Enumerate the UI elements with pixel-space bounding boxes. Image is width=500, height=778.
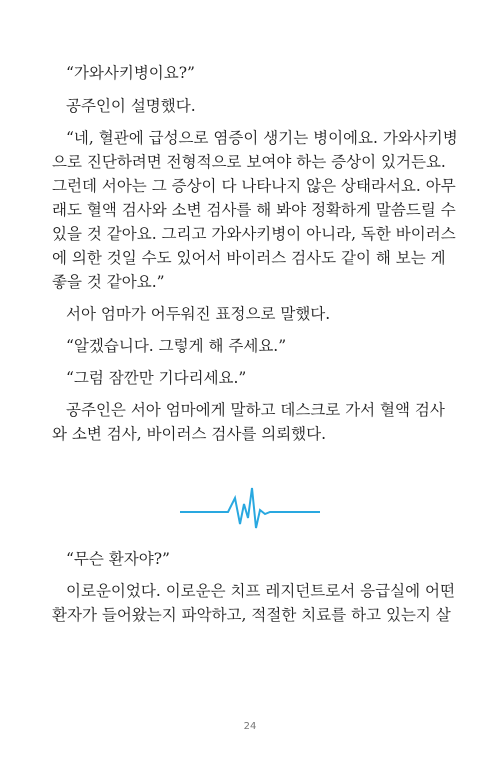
paragraph-line: 와 소변 검사, 바이러스 검사를 의뢰했다.	[52, 425, 327, 443]
paragraph-line: 공주인은 서아 엄마에게 말하고 데스크로 가서 혈액 검사	[66, 401, 445, 419]
dialogue-line: “그럼 잠깐만 기다리세요.”	[66, 369, 247, 387]
paragraph-line: 래도 혈액 검사와 소변 검사를 해 봐야 정확하게 말씀드릴 수	[52, 201, 456, 219]
dialogue-line: “무슨 환자야?”	[66, 550, 170, 568]
paragraph-line: 그런데 서아는 그 증상이 다 나타나지 않은 상태라서요. 아무	[52, 177, 456, 195]
paragraph-line: “네, 혈관에 급성으로 염증이 생기는 병이에요. 가와사키병	[66, 129, 458, 147]
paragraph-line: 으로 진단하려면 전형적으로 보여야 하는 증상이 있거든요.	[52, 153, 446, 171]
paragraph-line: 환자가 들어왔는지 파악하고, 적절한 치료를 하고 있는지 살	[52, 606, 451, 624]
paragraph-line: 이로운이었다. 이로운은 치프 레지던트로서 응급실에 어떤	[66, 582, 455, 600]
narration-line: 공주인이 설명했다.	[66, 97, 196, 115]
paragraph-line: 좋을 것 같아요.”	[52, 273, 165, 291]
heartbeat-pulse-icon	[180, 484, 320, 534]
paragraph-line: 에 의한 것일 수도 있어서 바이러스 검사도 같이 해 보는 게	[52, 249, 446, 267]
paragraph-line: 있을 것 같아요. 그리고 가와사키병이 아니라, 독한 바이러스	[52, 225, 456, 243]
dialogue-line: “가와사키병이요?”	[66, 64, 195, 82]
narration-line: 서아 엄마가 어두워진 표정으로 말했다.	[66, 305, 331, 323]
page-number: 24	[243, 721, 257, 732]
dialogue-line: “알겠습니다. 그렇게 해 주세요.”	[66, 337, 287, 355]
